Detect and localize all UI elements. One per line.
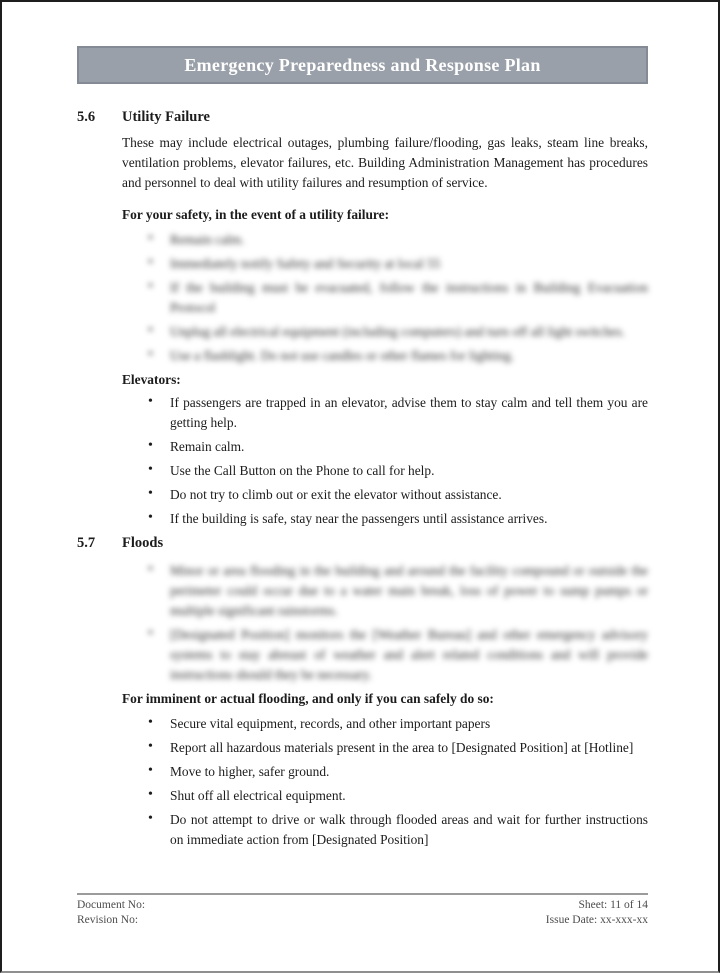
list-item: • If the building must be evacuated, follow the instructions in Building Evacuation Protocol (122, 278, 648, 318)
section-floods-heading (77, 533, 648, 553)
list-item: • [Designated Position] monitors the [Weather Bureau] and other emergency advisory systems to stay abreast of weather and alert related conditions and will provide instructions should they be necessary. (122, 625, 648, 685)
list-item: • Do not attempt to drive or walk through flooded areas and wait for further instructions on immediate action from [Designated Position] (122, 810, 648, 850)
list-item: • If passengers are trapped in an elevator, advise them to stay calm and tell them you are getting help. (122, 393, 648, 433)
list-item: • Unplug all electrical equipment (including computers) and turn off all light switches. (122, 322, 648, 342)
list-item: • Use the Call Button on the Phone to call for help. (122, 461, 648, 481)
footer-issue-date: Issue Date: xx-xxx-xx (545, 914, 648, 926)
document-title: Emergency Preparedness and Response Plan (184, 54, 541, 75)
page-footer (77, 893, 648, 928)
list-item: • Remain calm. (122, 230, 648, 250)
footer-revision-no: Revision No: (77, 914, 139, 926)
utility-failure-intro: These may include electrical outages, plumbing failure/flooding, gas leaks, steam line breaks, ventilation problems, elevator failures, etc. Building Administration Management has procedures and personnel to deal with utility failures and resumption of service. (122, 135, 648, 190)
flooding-subheading: For imminent or actual flooding, and only if you can safely do so: (122, 691, 494, 706)
footer-document-no: Document No: (77, 899, 146, 911)
section-number: 5.7 (77, 535, 96, 551)
list-item: • Do not try to climb out or exit the elevator without assistance. (122, 485, 648, 505)
utility-failure-blurred-list (77, 230, 648, 366)
elevators-list (77, 393, 648, 529)
flooding-actions-list (77, 714, 648, 850)
list-item: • Shut off all electrical equipment. (122, 786, 648, 806)
section-title: Utility Failure (122, 109, 210, 125)
list-item: • Remain calm. (122, 437, 648, 457)
list-item: • Use a flashlight. Do not use candles or other flames for lighting. (122, 346, 648, 366)
list-item: • Immediately notify Safety and Security at local 55 (122, 254, 648, 274)
document-title-bar (77, 46, 648, 84)
list-item: • Secure vital equipment, records, and other important papers (122, 714, 648, 734)
footer-left-column (77, 898, 145, 928)
list-item: • If the building is safe, stay near the passengers until assistance arrives. (122, 509, 648, 529)
section-number: 5.6 (77, 109, 96, 125)
elevators-subheading: Elevators: (122, 372, 181, 387)
footer-sheet: Sheet: 11 of 14 (578, 899, 648, 911)
list-item: • Minor or area flooding in the building and around the facility compound or outside the perimeter could occur due to a water main break, loss of power to sump pumps or multiple significant rainstorms. (122, 561, 648, 621)
utility-safety-subheading: For your safety, in the event of a utility failure: (122, 207, 390, 222)
section-utility-failure-heading (77, 107, 648, 127)
footer-right-column (546, 898, 648, 928)
floods-blurred-list (77, 561, 648, 685)
list-item: • Move to higher, safer ground. (122, 762, 648, 782)
list-item: • Report all hazardous materials present in the area to [Designated Position] at [Hotline] (122, 738, 648, 758)
section-title: Floods (122, 535, 164, 551)
